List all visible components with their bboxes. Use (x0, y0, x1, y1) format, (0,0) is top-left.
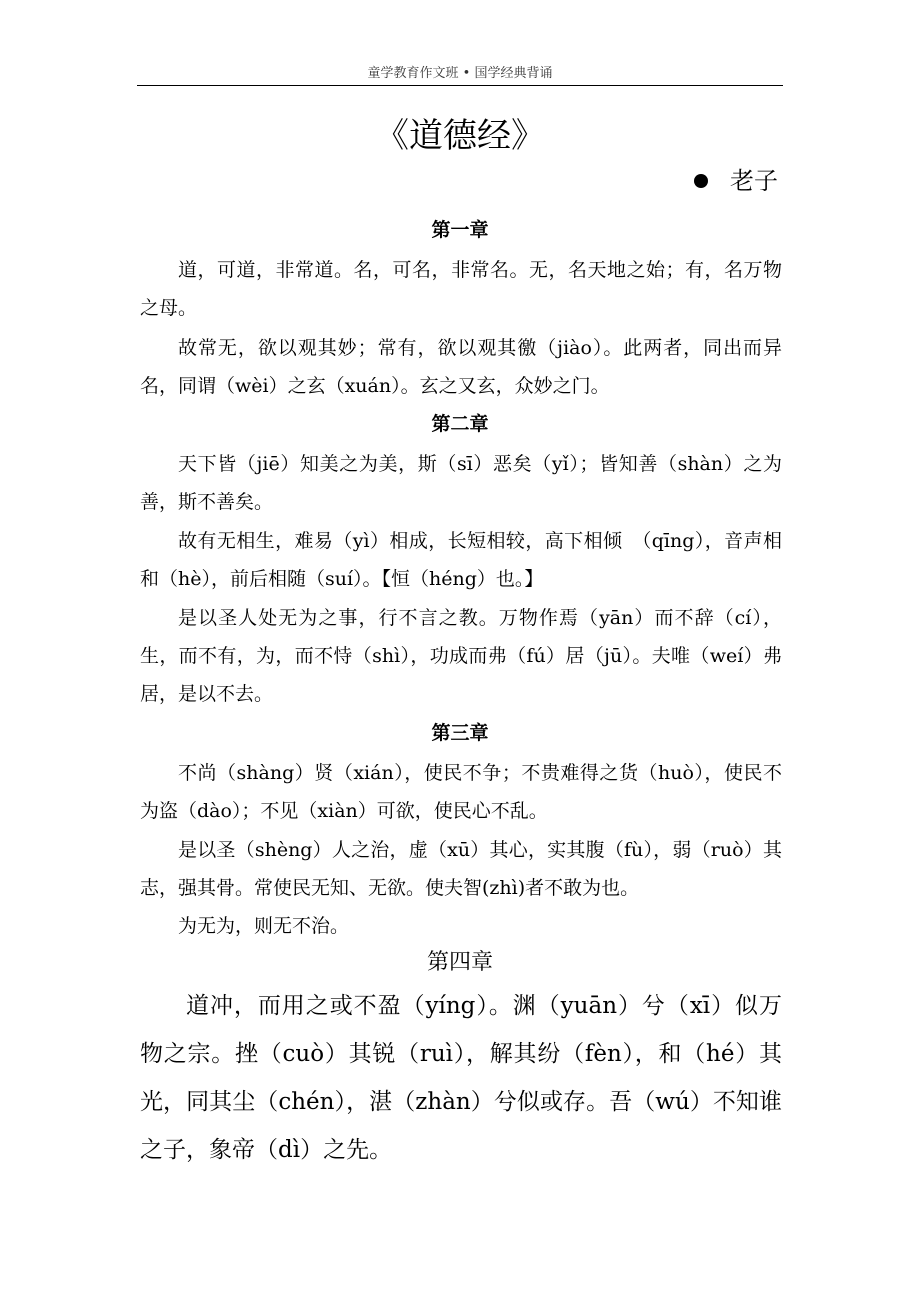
paragraph: 故常无，欲以观其妙；常有，欲以观其徼（jiào）。此两者，同出而异名，同谓（wèi）之玄（xuán）。玄之又玄，众妙之门。 (140, 337, 782, 397)
document-title: 《道德经》 (375, 116, 545, 156)
paragraph: 为无为，则无不治。 (178, 915, 350, 937)
paragraph: 是以圣（shèng）人之治，虚（xū）其心，实其腹（fù），弱（ruò）其志，强其骨。常使民无知、无欲。使夫智(zhì)者不敢为也。 (140, 839, 782, 899)
author-name: 老子 (730, 167, 778, 195)
paragraph: 天下皆（jiē）知美之为美，斯（sī）恶矣（yǐ）；皆知善（shàn）之为善，斯不善矣。 (140, 453, 782, 513)
paragraph: 道冲，而用之或不盈（yíng）。渊（yuān）兮（xī）似万物之宗。挫（cuò）其锐（ruì），解其纷（fèn），和（hé）其光，同其尘（chén），湛（zhàn）兮似或存。吾（wú）不知谁之子，象帝（dì）之先。 (140, 993, 782, 1163)
chapter-heading: 第四章 (426, 950, 493, 975)
bullet-icon (694, 174, 708, 188)
chapter-heading: 第三章 (431, 722, 489, 744)
header-divider (137, 85, 783, 86)
chapter-heading: 第二章 (431, 413, 489, 435)
paragraph: 道，可道，非常道。名，可名，非常名。无，名天地之始；有，名万物之母。 (140, 259, 782, 319)
paragraph: 不尚（shàng）贤（xián），使民不争；不贵难得之货（huò），使民不为盗（dào）；不见（xiàn）可欲，使民心不乱。 (140, 762, 782, 822)
chapter-heading: 第一章 (431, 219, 489, 241)
paragraph: 是以圣人处无为之事，行不言之教。万物作焉（yān）而不辞（cí），生，而不有，为，而不恃（shì），功成而弗（fú）居（jū）。夫唯（weí）弗居，是以不去。 (140, 607, 782, 705)
author-line (694, 165, 778, 197)
paragraph: 故有无相生，难易（yì）相成，长短相较，高下相倾 （qīng），音声相和（hè），前后相随（suí）。【恒（héng）也。】 (140, 530, 782, 590)
header-text: 童学教育作文班 • 国学经典背诵 (367, 66, 553, 81)
